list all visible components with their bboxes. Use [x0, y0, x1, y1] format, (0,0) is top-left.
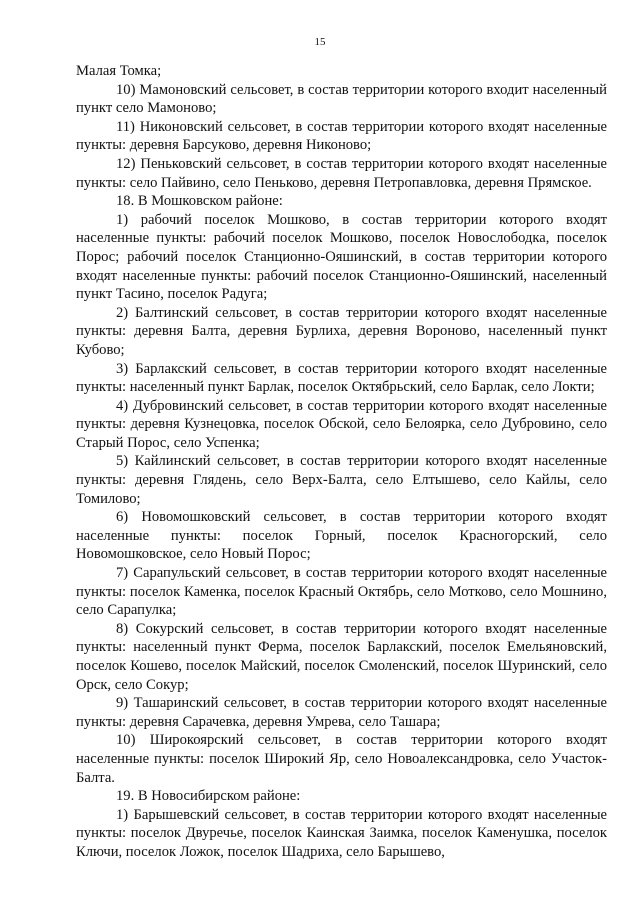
paragraph: 1) рабочий поселок Мошково, в состав территории которого входят населенные пункты: рабочий поселок Мошково, поселок Новослободка, поселок Порос; рабочий поселок Станционно-Ояшинский, в состав территории которого входят населенные пункты: рабочий поселок Станционно-Ояшинский, населенный пункт Тасино, поселок Радуга; [76, 211, 607, 303]
paragraph: 4) Дубровинский сельсовет, в состав территории которого входят населенные пункты: деревня Кузнецовка, поселок Обской, село Белоярка, село Дубровино, село Старый Порос, село Успенка; [76, 397, 607, 451]
paragraph: 12) Пеньковский сельсовет, в состав территории которого входят населенные пункты: село Пайвино, село Пеньково, деревня Петропавловка, деревня Прямское. [76, 155, 607, 191]
document-body [76, 62, 607, 862]
page-number: 15 [314, 36, 326, 48]
paragraph: Малая Томка; [76, 63, 162, 79]
paragraph: 1) Барышевский сельсовет, в состав территории которого входят населенные пункты: поселок Двуречье, поселок Каинская Заимка, поселок Каменушка, поселок Ключи, поселок Ложок, поселок Шадриха, село Барышево, [76, 806, 607, 860]
paragraph: 5) Кайлинский сельсовет, в состав территории которого входят населенные пункты: деревня Глядень, село Верх-Балта, село Елтышево, село Кайлы, село Томилово; [76, 453, 607, 507]
paragraph: 7) Сарапульский сельсовет, в состав территории которого входят населенные пункты: поселок Каменка, поселок Красный Октябрь, село Мотково, село Мошнино, село Сарапулка; [76, 565, 607, 619]
paragraph: 8) Сокурский сельсовет, в состав территории которого входят населенные пункты: населенный пункт Ферма, поселок Барлакский, поселок Емельяновский, поселок Кошево, поселок Майский, поселок Смоленский, поселок Шуринский, село Орск, село Сокур; [76, 620, 607, 693]
paragraph: 11) Никоновский сельсовет, в состав территории которого входят населенные пункты: деревня Барсуково, деревня Никоново; [76, 118, 607, 154]
paragraph: 6) Новомошковский сельсовет, в состав территории которого входят населенные пункты: поселок Горный, поселок Красногорский, село Новомошковское, село Новый Порос; [76, 509, 607, 563]
paragraph: 3) Барлакский сельсовет, в состав территории которого входят населенные пункты: населенный пункт Барлак, поселок Октябрьский, село Барлак, село Локти; [76, 360, 607, 396]
paragraph: 9) Ташаринский сельсовет, в состав территории которого входят населенные пункты: деревня Сарачевка, деревня Умрева, село Ташара; [76, 695, 607, 730]
paragraph: 10) Мамоновский сельсовет, в состав территории которого входит населенный пункт село Мамоново; [76, 81, 607, 117]
section-heading: 19. В Новосибирском районе: [116, 788, 301, 805]
paragraph: 2) Балтинский сельсовет, в состав территории которого входят населенные пункты: деревня Балта, деревня Бурлиха, деревня Вороново, населенный пункт Кубово; [76, 304, 607, 358]
paragraph: 10) Широкоярский сельсовет, в состав территории которого входят населенные пункты: поселок Широкий Яр, село Новоалександровка, село Участок-Балта. [76, 732, 607, 786]
section-heading: 18. В Мошковском районе: [116, 193, 283, 210]
